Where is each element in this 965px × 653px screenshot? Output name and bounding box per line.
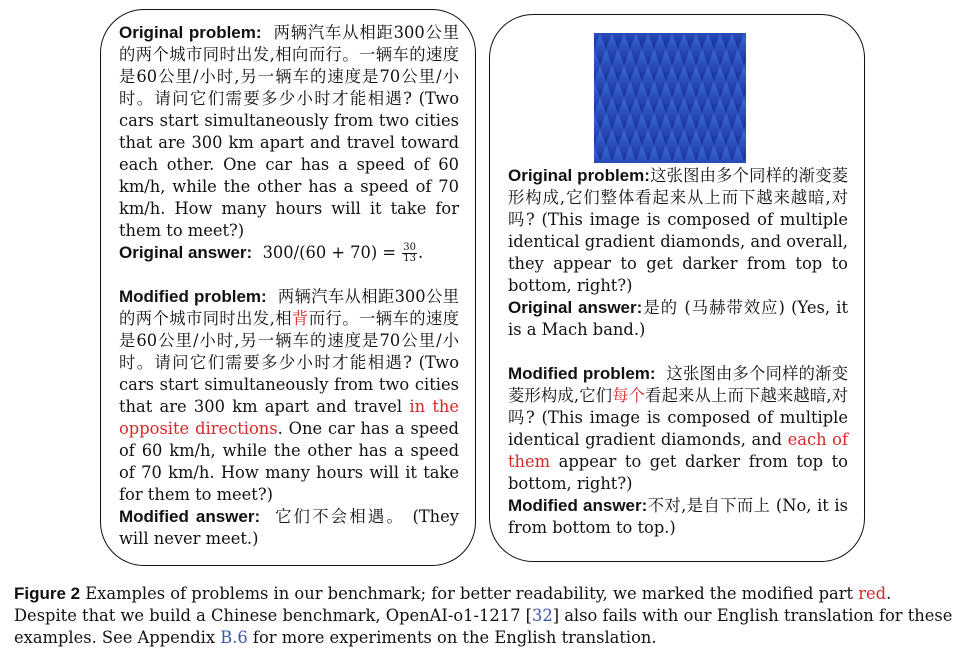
modified-problem-label: Modified problem: xyxy=(508,364,656,383)
fraction-denominator: 13 xyxy=(403,253,416,264)
original-problem-text: 这张图由多个同样的渐变菱形构成,它们整体看起来从上而下越来越暗,对吗? (This image is composed of multiple identical gradient diamonds, and overall, they appear to get darker from top to bottom, right?) xyxy=(508,166,848,295)
modified-problem-text-b: 而行。一辆车的速度是60公里/小时,另一辆车的速度是70公里/小时。请问它们需要多少小时才能相遇? (Two cars start simultaneously from two cities that are 300 km apart and travel xyxy=(119,309,459,416)
modified-answer-label: Modified answer: xyxy=(508,496,648,515)
left-example-panel xyxy=(100,9,476,566)
caption-text-d: for more experiments on the English translation. xyxy=(247,628,657,647)
left-example-text xyxy=(119,22,459,550)
modified-problem xyxy=(119,286,459,506)
modified-problem-text-a: 这张图由多个同样的渐变菱形构成,它们 xyxy=(508,364,848,405)
original-problem-label: Original problem: xyxy=(119,23,262,42)
right-example-text xyxy=(508,165,848,539)
original-problem-label: Original problem: xyxy=(508,166,650,185)
modified-problem-text-b: 看起来从上而下越来越暗,对吗? (This image is composed of multiple identical gradient diamonds, and xyxy=(508,386,848,449)
answer-period: . xyxy=(418,243,424,262)
gradient-diamonds-image xyxy=(594,33,746,163)
original-answer-text: 是的 (马赫带效应) (Yes, it is a Mach band.) xyxy=(508,298,848,339)
modified-highlight-en: each of them xyxy=(508,430,848,471)
modified-answer-text: 不对,是自下而上 (No, it is from bottom to top.) xyxy=(508,496,848,537)
original-problem-text: 两辆汽车从相距300公里的两个城市同时出发,相向而行。一辆车的速度是60公里/小时,另一辆车的速度是70公里/小时。请问它们需要多少小时才能相遇? (Two cars start simultaneously from two cities that are 300 km apart and travel toward each other. One car has a speed of 60 km/h, while the other has a speed of 70 km/h. How many hours will it take for them to meet?) xyxy=(119,23,459,240)
caption-text-c: ] also fails with our English translation for these examples. See Appendix xyxy=(14,606,953,647)
figure-caption xyxy=(14,583,954,649)
modified-problem-text-c: appear to get darker from top to bottom, right?) xyxy=(508,452,848,493)
original-answer-label: Original answer: xyxy=(119,243,253,262)
modified-problem-text-a: 两辆汽车从相距300公里的两个城市同时出发,相 xyxy=(119,287,459,328)
answer-fraction xyxy=(402,243,417,264)
caption-text-a: Examples of problems in our benchmark; for better readability, we marked the modified part xyxy=(80,584,859,603)
appendix-link[interactable]: B.6 xyxy=(220,628,248,647)
modified-problem-label: Modified problem: xyxy=(119,287,267,306)
modified-highlight-cn: 每个 xyxy=(612,386,646,405)
right-example-panel xyxy=(489,14,865,562)
caption-red-word: red xyxy=(858,584,887,603)
fraction-numerator: 30 xyxy=(403,242,416,253)
original-problem xyxy=(119,22,459,242)
original-answer xyxy=(119,242,459,264)
reference-link[interactable]: 32 xyxy=(531,606,553,625)
original-answer-expression: 300/(60 + 70) = xyxy=(262,243,397,262)
modified-answer xyxy=(508,495,848,539)
modified-answer-text: 它们不会相遇。 (They will never meet.) xyxy=(119,507,459,548)
original-answer xyxy=(508,297,848,341)
modified-answer xyxy=(119,506,459,550)
modified-highlight-en: in the opposite directions xyxy=(119,397,459,438)
modified-highlight-cn: 背 xyxy=(292,309,309,328)
caption-text-b: . Despite that we build a Chinese benchmark, OpenAI-o1-1217 [ xyxy=(14,584,892,625)
original-problem xyxy=(508,165,848,297)
figure-label: Figure 2 xyxy=(14,584,81,603)
modified-problem xyxy=(508,363,848,495)
modified-answer-label: Modified answer: xyxy=(119,507,261,526)
original-answer-label: Original answer: xyxy=(508,298,643,317)
modified-problem-text-c: . One car has a speed of 60 km/h, while the other has a speed of 70 km/h. How many hours will it take for them to meet?) xyxy=(119,419,459,504)
